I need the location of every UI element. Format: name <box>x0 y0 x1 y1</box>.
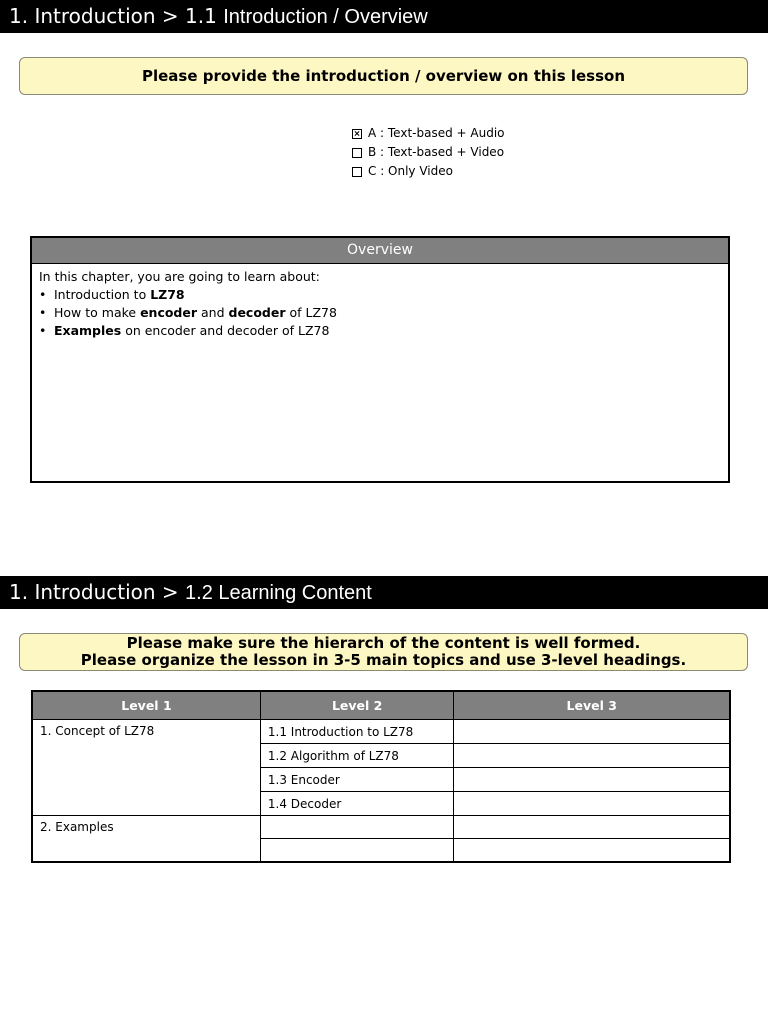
level-3-cell <box>454 768 730 792</box>
checkbox-icon[interactable] <box>352 167 362 177</box>
level-3-cell <box>454 816 730 839</box>
bullet-text: Introduction to <box>54 287 151 302</box>
checkbox-icon[interactable] <box>352 148 362 158</box>
overview-bullet-1: • Introduction to LZ78 <box>39 287 185 302</box>
overview-title: Overview <box>32 238 728 264</box>
option-a-label: A : Text-based + Audio <box>368 126 505 140</box>
checkbox-checked-icon[interactable] <box>352 129 362 139</box>
section-1-title: Introduction / Overview <box>223 6 428 28</box>
instruction-notice-1 <box>19 57 748 95</box>
level-3-cell <box>454 839 730 863</box>
level-3-cell <box>454 744 730 768</box>
table-row <box>32 720 730 744</box>
option-b[interactable] <box>352 143 505 162</box>
instruction-notice-2 <box>19 633 748 671</box>
content-hierarchy-table <box>31 690 731 863</box>
overview-intro: In this chapter, you are going to learn about: <box>39 269 320 284</box>
section-2-breadcrumb: 1. Introduction > <box>9 580 179 604</box>
instruction-notice-1-text: Please provide the introduction / overview on this lesson <box>141 67 626 85</box>
bullet-text: of LZ78 <box>285 305 337 320</box>
section-1-breadcrumb: 1. Introduction > 1.1 <box>9 4 217 28</box>
level-2-cell <box>260 839 454 863</box>
bullet-bold-text: LZ78 <box>150 287 185 302</box>
column-header-level-1: Level 1 <box>32 691 260 720</box>
level-2-cell: 1.4 Decoder <box>260 792 454 816</box>
delivery-options <box>352 124 505 181</box>
level-2-cell: 1.1 Introduction to LZ78 <box>260 720 454 744</box>
level-2-cell <box>260 816 454 839</box>
overview-panel <box>30 236 730 483</box>
section-2-title: 1.2 Learning Content <box>185 582 372 604</box>
level-3-cell <box>454 720 730 744</box>
bullet-bold-text: Examples <box>54 323 122 338</box>
bullet-bold-text: decoder <box>228 305 286 320</box>
level-1-cell: 2. Examples <box>32 816 260 863</box>
option-c-label: C : Only Video <box>368 164 453 178</box>
option-a[interactable] <box>352 124 505 143</box>
section-header-2 <box>0 576 768 609</box>
option-c[interactable] <box>352 162 505 181</box>
option-b-label: B : Text-based + Video <box>368 145 505 159</box>
overview-bullet-3: • Examples on encoder and decoder of LZ78 <box>39 323 330 338</box>
level-2-cell: 1.3 Encoder <box>260 768 454 792</box>
bullet-text: and <box>197 305 229 320</box>
bullet-text: on encoder and decoder of LZ78 <box>121 323 330 338</box>
column-header-level-2: Level 2 <box>260 691 454 720</box>
overview-bullet-2: • How to make encoder and decoder of LZ78 <box>39 305 337 320</box>
table-header-row <box>32 691 730 720</box>
level-3-cell <box>454 792 730 816</box>
column-header-level-3: Level 3 <box>454 691 730 720</box>
level-2-cell: 1.2 Algorithm of LZ78 <box>260 744 454 768</box>
section-header-1 <box>0 0 768 33</box>
overview-body <box>32 264 728 344</box>
instruction-notice-2-line-1: Please make sure the hierarch of the content is well formed. <box>126 634 641 652</box>
instruction-notice-2-line-2: Please organize the lesson in 3-5 main topics and use 3-level headings. <box>80 651 687 669</box>
bullet-text: How to make <box>54 305 141 320</box>
level-1-cell: 1. Concept of LZ78 <box>32 720 260 816</box>
bullet-bold-text: encoder <box>140 305 198 320</box>
table-row <box>32 816 730 839</box>
